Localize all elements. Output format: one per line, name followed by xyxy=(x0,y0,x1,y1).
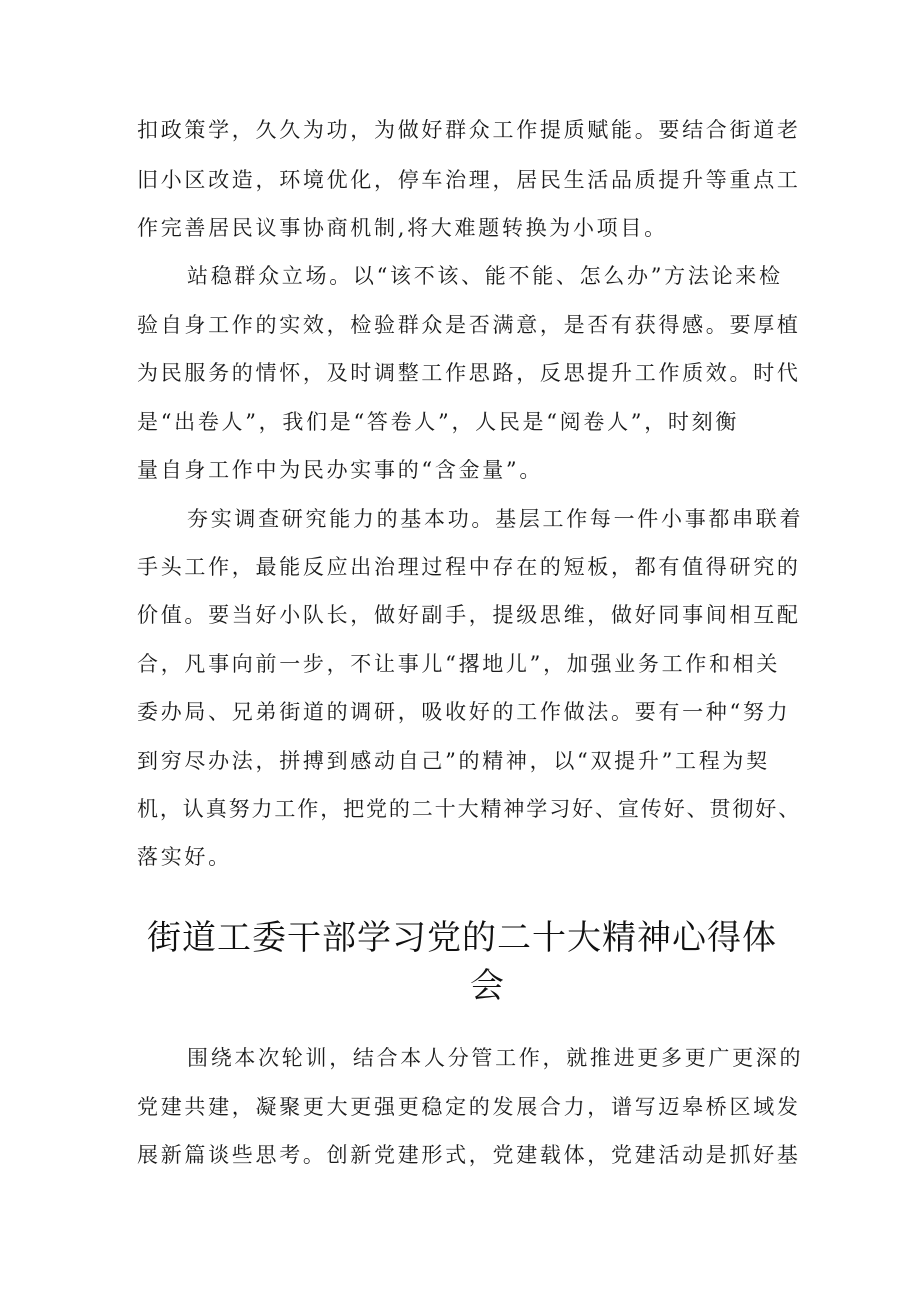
text-line: 夯实调查研究能力的基本功。基层工作每一件小事都串联着 xyxy=(187,507,804,531)
text-line: 价值。要当好小队长，做好副手，提级思维，做好同事间相互配 xyxy=(137,603,801,627)
text-line: 机，认真努力工作，把党的二十大精神学习好、宣传好、贯彻好、 xyxy=(137,797,802,821)
text-line: 委办局、兄弟街道的调研，吸收好的工作做法。要有一种“努力 xyxy=(137,700,791,724)
text-line: 是“出卷人”，我们是“答卷人”，人民是“阅卷人”，时刻衡 xyxy=(137,410,740,434)
text-line: 为民服务的情怀，及时调整工作思路，反思提升工作质效。时代 xyxy=(137,361,801,385)
text-line: 围绕本次轮训，结合本人分管工作，就推进更多更广更深的 xyxy=(187,1046,804,1070)
text-line: 扣政策学，久久为功，为做好群众工作提质赋能。要结合街道老 xyxy=(137,118,801,142)
text-line: 党建共建，凝聚更大更强更稳定的发展合力，谱写迈皋桥区域发 xyxy=(137,1095,801,1119)
text-line: 展新篇谈些思考。创新党建形式，党建载体，党建活动是抓好基 xyxy=(137,1143,801,1167)
text-line: 验自身工作的实效，检验群众是否满意，是否有获得感。要厚植 xyxy=(137,313,801,337)
heading-line-2: 会 xyxy=(470,966,505,1006)
text-line: 合，凡事向前一步，不让事儿“撂地儿”，加强业务工作和相关 xyxy=(137,652,781,676)
text-line: 旧小区改造，环境优化，停车治理，居民生活品质提升等重点工 xyxy=(137,168,801,192)
text-line: 作完善居民议事协商机制,将大难题转换为小项目。 xyxy=(137,216,668,240)
text-line: 手头工作，最能反应出治理过程中存在的短板，都有值得研究的 xyxy=(137,555,801,579)
text-line: 站稳群众立场。以“该不该、能不能、怎么办”方法论来检 xyxy=(187,264,783,288)
text-line: 到穷尽办法，拼搏到感动自己”的精神，以“双提升”工程为契 xyxy=(137,749,770,773)
text-line: 落实好。 xyxy=(137,845,232,869)
heading-line-1: 街道工委干部学习党的二十大精神心得体 xyxy=(147,918,777,958)
text-line: 量自身工作中为民办实事的“含金量”。 xyxy=(137,458,544,482)
